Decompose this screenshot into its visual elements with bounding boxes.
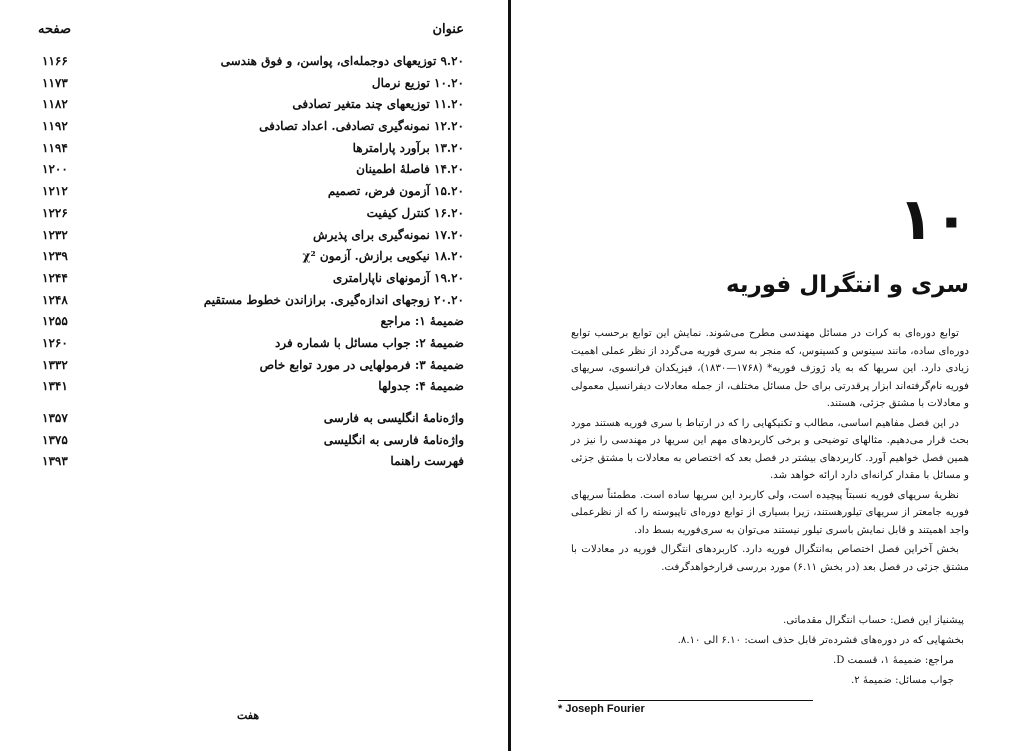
toc-entry-page: ۱۱۹۲ xyxy=(42,119,68,134)
toc-entry-title: ۱۱.۲۰ توزیعهای چند متغیر تصادفی xyxy=(292,97,464,112)
toc-entry-title: ۱۶.۲۰ کنترل کیفیت xyxy=(366,205,464,220)
toc-entry-title: ضمیمهٔ ۲: جواب مسائل با شماره فرد xyxy=(275,335,464,350)
toc-entry-title: ضمیمهٔ ۳: فرمولهایی در مورد توابع خاص xyxy=(259,357,464,372)
toc-entry xyxy=(0,269,508,291)
toc-entry-title: ۹.۲۰ توزیعهای دوجمله‌ای، پواسن، و فوق هندسی xyxy=(220,54,464,68)
toc-entry-title: ضمیمهٔ ۴: جدولها xyxy=(378,379,464,394)
toc-entry-page: ۱۲۵۵ xyxy=(42,314,68,329)
chapter-intro xyxy=(571,325,969,578)
toc-entry xyxy=(0,182,508,204)
answers-line: جواب مسائل: ضمیمهٔ ۲. xyxy=(850,675,954,686)
toc-header-title: عنوان xyxy=(432,22,464,37)
toc-entry-title: فهرست راهنما xyxy=(390,454,464,469)
toc-entry-page: ۱۱۸۲ xyxy=(42,97,68,112)
toc-header-page: صفحه xyxy=(38,22,71,37)
toc-entry xyxy=(0,356,508,378)
page-folio: هفت xyxy=(237,709,260,722)
prerequisites-line: پیشنیاز این فصل: حساب انتگرال مقدماتی. xyxy=(782,615,964,626)
toc-entry-page: ۱۲۶۰ xyxy=(42,335,68,350)
toc-entry xyxy=(0,52,508,74)
toc-entry-title: ضمیمهٔ ۱: مراجع xyxy=(380,314,464,329)
footnote-rule xyxy=(558,700,813,701)
toc-entry-title: ۲۰.۲۰ زوجهای اندازه‌گیری. برازاندن خطوط مستقیم xyxy=(203,292,464,307)
toc-entry-page: ۱۲۴۸ xyxy=(42,292,68,307)
chapter-title: سری و انتگرال فوریه xyxy=(725,272,969,298)
omittable-sections-line: بخشهایی که در دوره‌های فشرده‌تر قابل حذف است: ۶.۱۰ الی ۸.۱۰. xyxy=(677,635,964,646)
toc-entry xyxy=(0,431,508,453)
toc-entry-page: ۱۳۵۷ xyxy=(42,411,68,425)
toc-entry-title: ۱۰.۲۰ توزیع نرمال xyxy=(371,75,464,90)
toc-header xyxy=(0,22,508,42)
toc-entry-page: ۱۲۴۴ xyxy=(42,270,68,285)
toc-entry xyxy=(0,312,508,334)
toc-entry-title: ۱۵.۲۰ آزمون فرض، تصمیم xyxy=(327,184,464,199)
toc-entry-title: ۱۷.۲۰ نمونه‌گیری برای پذیرش xyxy=(312,227,464,242)
toc-entry xyxy=(0,160,508,182)
toc-entry-page: ۱۳۷۵ xyxy=(42,432,68,447)
paragraph: نظریهٔ سریهای فوریه نسبتاً پیچیده است، ولی کاربرد این سریها ساده است. مطمئناً سریهای فوریه جامعتر از سریهای تیلورهستند، زیرا بسیاری از توابع دوره‌ای ناپیوسته را که از نظرعملی واجد اهمیتند و قابل نمایش باسری تیلور نیستند می‌توان به سری‌فوریه بسط داد. xyxy=(571,489,969,536)
toc-entry xyxy=(0,95,508,117)
toc-entry-title: ۱۹.۲۰ آزمونهای ناپارامتری xyxy=(332,270,464,285)
toc-entry-page: ۱۲۲۶ xyxy=(42,205,68,220)
page-gutter xyxy=(508,0,511,751)
toc-entry-page: ۱۳۹۳ xyxy=(42,454,68,469)
toc-entry-page: ۱۲۳۲ xyxy=(42,227,68,242)
toc-entry-page: ۱۱۷۳ xyxy=(42,75,68,90)
toc-entry xyxy=(0,377,508,399)
toc-entry-title: ۱۸.۲۰ نیکویی برازش. آزمون χ² xyxy=(302,249,464,264)
toc-entry xyxy=(0,452,508,474)
toc-entry xyxy=(0,226,508,248)
toc-entry xyxy=(0,204,508,226)
toc-entry xyxy=(0,117,508,139)
toc-entry-page: ۱۳۴۱ xyxy=(42,379,68,394)
toc-entry-title: ۱۳.۲۰ برآورد پارامترها xyxy=(352,140,464,155)
paragraph: بخش آخراین فصل اختصاص به‌انتگرال فوریه دارد. کاربردهای انتگرال فوریه در معادلات با مشتق جزئی در فصل بعد (در بخش ۶.۱۱) مورد بررسی قرارخواهدگرفت. xyxy=(571,544,969,573)
chapter-info xyxy=(584,611,964,691)
toc-entry-title: ۱۲.۲۰ نمونه‌گیری تصادفی. اعداد تصادفی xyxy=(259,119,464,134)
footnote: * Joseph Fourier xyxy=(558,703,645,715)
toc-entry-page: ۱۱۶۶ xyxy=(42,54,68,68)
toc-entry-page: ۱۱۹۴ xyxy=(42,140,68,155)
toc-entry xyxy=(0,139,508,161)
paragraph: توابع دوره‌ای به کرات در مسائل مهندسی مطرح می‌شوند. نمایش این توابع برحسب توابع دوره‌ای ساده، مانند سینوس و کسینوس، که منجر به سری فوریه می‌گردد از نظر عملی اهمیت زیادی دارد. این سریها که به یاد ژوزف فوریه* (۱۷۶۸—۱۸۳۰)، فیزیکدان فرانسوی، سریهای فوریه نام‌گرفته‌اند ابزار پرقدرتی برای حل مسائل مختلف، از جمله معادلات دیفرانسیل معمولی و معادلات با مشتق جزئی، هستند. xyxy=(571,328,969,409)
toc-entry-title: ۱۴.۲۰ فاصلهٔ اطمینان xyxy=(356,162,464,177)
toc-entry-page: ۱۲۳۹ xyxy=(42,249,68,264)
toc-entry xyxy=(0,74,508,96)
toc-entry-title: واژه‌نامهٔ فارسی به انگلیسی xyxy=(323,432,464,447)
toc-entry xyxy=(0,334,508,356)
toc-list xyxy=(0,52,508,474)
toc-entry xyxy=(0,247,508,269)
toc-entry xyxy=(0,409,508,431)
toc-entry-page: ۱۲۰۰ xyxy=(42,162,68,177)
references-line: مراجع: ضمیمهٔ ۱، قسمت D. xyxy=(832,655,954,666)
toc-entry-page: ۱۲۱۲ xyxy=(42,184,68,199)
chapter-number: ۱۰ xyxy=(898,185,969,253)
toc-page xyxy=(0,0,508,751)
toc-entry-page: ۱۳۳۲ xyxy=(42,357,68,372)
toc-entry-title: واژه‌نامهٔ انگلیسی به فارسی xyxy=(323,411,464,425)
toc-entry xyxy=(0,291,508,313)
paragraph: در این فصل مفاهیم اساسی، مطالب و تکنیکهایی را که در ارتباط با سری فوریه هستند مورد بحث قرار می‌دهیم. مثالهای توضیحی و برخی کاربردهای مهم این سریها در مهندسی را نیز در همین فصل خواهیم آورد. کاربردهای بیشتر در فصل بعد که اختصاص به معادلات با مشتق جزئی و مسائل با مقدار کرانه‌ای دارد ارائه خواهد شد. xyxy=(571,417,969,481)
